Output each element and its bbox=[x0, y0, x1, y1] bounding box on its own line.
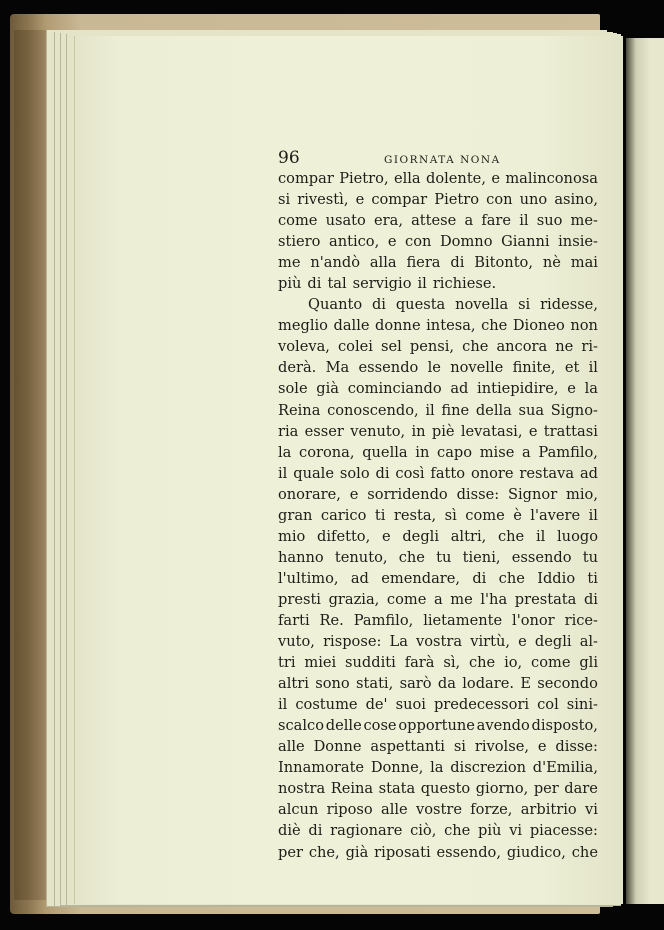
word: era, bbox=[374, 212, 403, 230]
word: servigio bbox=[352, 275, 412, 293]
word: il bbox=[519, 212, 529, 230]
word: e bbox=[355, 191, 365, 209]
word: si bbox=[278, 191, 291, 209]
word: che bbox=[468, 654, 496, 672]
word: gli bbox=[579, 654, 598, 672]
text-line bbox=[278, 610, 598, 631]
word: il bbox=[417, 275, 427, 293]
word: E bbox=[520, 675, 531, 693]
word: tal bbox=[327, 275, 347, 293]
word: degli bbox=[402, 527, 439, 545]
word: e bbox=[381, 527, 391, 545]
word: che, bbox=[308, 843, 340, 861]
word: altri bbox=[278, 675, 309, 693]
text-line bbox=[278, 505, 598, 526]
text-line bbox=[278, 652, 598, 673]
text-line bbox=[278, 589, 598, 610]
word: sarò bbox=[399, 675, 432, 693]
word: lietamente bbox=[423, 611, 503, 629]
word: d'Emilia, bbox=[532, 759, 598, 777]
word: Pamfilo, bbox=[538, 443, 598, 461]
word: tu bbox=[436, 548, 452, 566]
word: delle bbox=[325, 717, 362, 735]
word: nostra bbox=[278, 780, 326, 798]
word: n'andò bbox=[310, 254, 360, 272]
word: scalco bbox=[278, 717, 324, 735]
word: di bbox=[307, 275, 322, 293]
word: Donne, bbox=[370, 759, 424, 777]
word: a bbox=[464, 212, 474, 230]
word: onorare, bbox=[278, 485, 341, 503]
word: La bbox=[389, 633, 408, 651]
word: Reina bbox=[330, 780, 374, 798]
word: richiese. bbox=[432, 275, 497, 293]
word: resta, bbox=[393, 506, 437, 524]
word: trattasi bbox=[543, 422, 598, 440]
text-line bbox=[278, 736, 598, 757]
word: ri- bbox=[581, 338, 598, 356]
text-line bbox=[278, 273, 598, 294]
word: virtù, bbox=[470, 633, 511, 651]
word: derà. bbox=[278, 359, 317, 377]
word: che bbox=[498, 569, 525, 587]
word: sel bbox=[381, 338, 402, 356]
text-line bbox=[278, 357, 598, 378]
word: malinconosa bbox=[505, 170, 598, 187]
word: discrezion bbox=[450, 759, 527, 777]
word: mio bbox=[278, 527, 306, 545]
word: che bbox=[571, 843, 598, 861]
word: Iddio bbox=[537, 569, 576, 587]
word: pensi, bbox=[409, 338, 455, 356]
word: questa bbox=[395, 296, 446, 314]
word: capo bbox=[437, 443, 473, 461]
word: uno bbox=[519, 191, 548, 209]
word: ti bbox=[374, 506, 386, 524]
word: Ma bbox=[325, 359, 350, 377]
word: come bbox=[278, 212, 318, 230]
word: Pietro bbox=[434, 191, 480, 209]
word: di bbox=[375, 464, 390, 482]
word: compar bbox=[371, 191, 428, 209]
word: è bbox=[513, 506, 522, 524]
word: essendo, bbox=[436, 843, 501, 861]
word: compar bbox=[278, 170, 334, 187]
word: luogo bbox=[557, 527, 598, 545]
word: già bbox=[316, 380, 339, 398]
word: suo bbox=[536, 212, 563, 230]
word: novella bbox=[455, 296, 509, 314]
word: quella bbox=[362, 443, 408, 461]
text-line bbox=[278, 484, 598, 505]
word: stata bbox=[378, 780, 416, 798]
running-title: GIORNATA NONA bbox=[384, 154, 501, 166]
word: ne bbox=[555, 338, 574, 356]
word: ad bbox=[579, 464, 598, 482]
word: Innamorate bbox=[278, 759, 365, 777]
word: ad bbox=[350, 569, 369, 587]
text-line bbox=[278, 168, 598, 189]
word: l'avere bbox=[530, 506, 581, 524]
word: tieni, bbox=[462, 548, 501, 566]
word: il bbox=[588, 506, 598, 524]
word: già bbox=[345, 843, 369, 861]
word: tenuto, bbox=[334, 548, 388, 566]
text-line bbox=[278, 547, 598, 568]
word: disse: bbox=[456, 485, 500, 503]
word: alla bbox=[369, 254, 397, 272]
word: cominciando bbox=[347, 380, 442, 398]
word: e bbox=[528, 422, 538, 440]
word: rice- bbox=[564, 611, 598, 629]
word: come bbox=[465, 506, 505, 524]
word: alle bbox=[278, 738, 305, 756]
text-line bbox=[278, 400, 598, 421]
word: conoscendo, bbox=[327, 401, 419, 419]
word: sua bbox=[518, 401, 545, 419]
word: fiera bbox=[406, 254, 441, 272]
word: per bbox=[533, 780, 559, 798]
word: tu bbox=[582, 548, 598, 566]
word: forze, bbox=[470, 801, 513, 819]
word: sì, bbox=[443, 654, 461, 672]
word: in bbox=[415, 443, 430, 461]
word: come bbox=[531, 654, 571, 672]
word: quale bbox=[293, 464, 334, 482]
word: rivestì, bbox=[297, 191, 349, 209]
word: della bbox=[475, 401, 512, 419]
word: finite, bbox=[512, 359, 556, 377]
word: l'ultimo, bbox=[278, 569, 339, 587]
word: Pamfilo, bbox=[353, 611, 414, 629]
word: che bbox=[444, 822, 471, 840]
word: grazia, bbox=[328, 590, 380, 608]
word: si bbox=[518, 296, 531, 314]
word: sì bbox=[444, 506, 457, 524]
word: costume bbox=[295, 696, 358, 714]
word: mai bbox=[570, 254, 598, 272]
word: per bbox=[278, 843, 303, 861]
word: Bitonto, bbox=[474, 254, 533, 272]
word: la bbox=[584, 380, 598, 398]
word: piacesse: bbox=[529, 822, 598, 840]
word: secondo bbox=[537, 675, 598, 693]
text-line bbox=[278, 336, 598, 357]
word: farà bbox=[404, 654, 435, 672]
word: stati, bbox=[356, 675, 394, 693]
word: venuto, bbox=[350, 422, 406, 440]
word: vostra bbox=[416, 633, 463, 651]
word: si bbox=[453, 738, 466, 756]
text-line bbox=[278, 463, 598, 484]
word: de' bbox=[365, 696, 388, 714]
word: disposto, bbox=[531, 717, 598, 735]
word: di bbox=[472, 569, 487, 587]
word: in bbox=[411, 422, 426, 440]
word: miei bbox=[304, 654, 337, 672]
word: e bbox=[387, 233, 397, 251]
word: Reina bbox=[278, 401, 321, 419]
word: ad bbox=[450, 380, 469, 398]
word: a bbox=[433, 590, 443, 608]
word: farti bbox=[278, 611, 310, 629]
word: rispose: bbox=[323, 633, 382, 651]
text-line bbox=[278, 189, 598, 210]
word: me bbox=[450, 590, 473, 608]
word: cose bbox=[363, 717, 397, 735]
word: ella bbox=[393, 170, 421, 187]
word: altri, bbox=[450, 527, 487, 545]
word: attese bbox=[411, 212, 457, 230]
word: più bbox=[278, 275, 302, 293]
word: me bbox=[278, 254, 301, 272]
word: gran bbox=[278, 506, 313, 524]
word: vostre bbox=[415, 801, 462, 819]
text-line bbox=[278, 631, 598, 652]
word: voleva, bbox=[278, 338, 330, 356]
text-line bbox=[278, 820, 598, 841]
word: mio, bbox=[566, 485, 598, 503]
word: fare bbox=[481, 212, 512, 230]
text-line bbox=[278, 799, 598, 820]
word: restava bbox=[519, 464, 575, 482]
word: Signo- bbox=[550, 401, 598, 419]
word: sole bbox=[278, 380, 308, 398]
word: levatasi, bbox=[460, 422, 523, 440]
word: ciò, bbox=[410, 822, 437, 840]
word: novelle bbox=[450, 359, 504, 377]
word: diè bbox=[278, 822, 301, 840]
word: che bbox=[481, 317, 508, 335]
word: avendo bbox=[476, 717, 530, 735]
word: Gianni bbox=[501, 233, 550, 251]
word: donne bbox=[375, 317, 421, 335]
word: da bbox=[437, 675, 456, 693]
word: stiero bbox=[278, 233, 321, 251]
word: aspettanti bbox=[370, 738, 445, 756]
text-line bbox=[278, 673, 598, 694]
word: Quanto bbox=[308, 296, 363, 314]
word: il bbox=[278, 464, 288, 482]
word: giudico, bbox=[506, 843, 566, 861]
word: fatto bbox=[430, 464, 466, 482]
word: come bbox=[386, 590, 427, 608]
text-line bbox=[278, 421, 598, 442]
word: dalle bbox=[333, 317, 370, 335]
text-line bbox=[278, 210, 598, 231]
text-line bbox=[278, 378, 598, 399]
word: disse: bbox=[555, 738, 598, 756]
word: riposo bbox=[326, 801, 373, 819]
word: Domno bbox=[439, 233, 493, 251]
word: vi bbox=[585, 801, 598, 819]
page-text bbox=[278, 148, 598, 863]
word: prestata bbox=[514, 590, 577, 608]
book-page-right bbox=[626, 38, 664, 904]
word: la bbox=[278, 443, 292, 461]
word: rivolse, bbox=[474, 738, 529, 756]
word: ancora bbox=[496, 338, 548, 356]
word: meglio bbox=[278, 317, 328, 335]
word: sorridendo bbox=[367, 485, 448, 503]
word: ria bbox=[278, 422, 299, 440]
word: con bbox=[405, 233, 432, 251]
word: che bbox=[398, 548, 425, 566]
word: di bbox=[583, 590, 598, 608]
word: essendo bbox=[511, 548, 572, 566]
word: la bbox=[430, 759, 444, 777]
word: colei bbox=[338, 338, 373, 356]
word: onore bbox=[470, 464, 514, 482]
word: corona, bbox=[299, 443, 355, 461]
word: Re. bbox=[319, 611, 344, 629]
word: usato bbox=[325, 212, 366, 230]
word: il bbox=[425, 401, 435, 419]
word: nè bbox=[542, 254, 561, 272]
word: suoi bbox=[395, 696, 426, 714]
text-line bbox=[278, 568, 598, 589]
word: vuto, bbox=[278, 633, 315, 651]
word: e bbox=[491, 170, 500, 187]
word: che bbox=[497, 527, 525, 545]
word: il bbox=[588, 359, 598, 377]
word: che bbox=[462, 338, 489, 356]
word: e bbox=[518, 633, 527, 651]
word: io, bbox=[504, 654, 523, 672]
word: e bbox=[537, 738, 547, 756]
word: hanno bbox=[278, 548, 324, 566]
word: intiepidire, bbox=[477, 380, 559, 398]
body-text bbox=[278, 168, 598, 863]
text-line bbox=[278, 252, 598, 273]
word: questo bbox=[420, 780, 471, 798]
text-line bbox=[278, 778, 598, 799]
word: esser bbox=[304, 422, 344, 440]
word: ragionare bbox=[330, 822, 403, 840]
word: intesa, bbox=[426, 317, 476, 335]
text-line bbox=[278, 231, 598, 252]
word: degli bbox=[534, 633, 572, 651]
word: al- bbox=[579, 633, 598, 651]
word: me- bbox=[570, 212, 598, 230]
text-line bbox=[278, 715, 598, 736]
text-line bbox=[278, 694, 598, 715]
word: il bbox=[535, 527, 546, 545]
word: di bbox=[371, 296, 386, 314]
word: così bbox=[395, 464, 425, 482]
word: predecessori bbox=[433, 696, 530, 714]
word: difetto, bbox=[317, 527, 371, 545]
text-line bbox=[278, 526, 598, 547]
word: di bbox=[308, 822, 323, 840]
text-line bbox=[278, 442, 598, 463]
running-head bbox=[278, 148, 598, 168]
word: solo bbox=[339, 464, 370, 482]
word: riposati bbox=[374, 843, 431, 861]
word: l'ha bbox=[480, 590, 508, 608]
word: fine bbox=[441, 401, 470, 419]
word: le bbox=[427, 359, 441, 377]
word: Donne bbox=[313, 738, 362, 756]
word: alle bbox=[381, 801, 408, 819]
word: di bbox=[450, 254, 465, 272]
word: Dioneo bbox=[512, 317, 565, 335]
word: ridesse, bbox=[540, 296, 598, 314]
word: sini- bbox=[566, 696, 598, 714]
word: giorno, bbox=[475, 780, 529, 798]
word: tri bbox=[278, 654, 296, 672]
word: emendare, bbox=[381, 569, 461, 587]
word: alcun bbox=[278, 801, 319, 819]
word: insie- bbox=[558, 233, 598, 251]
word: lodare. bbox=[462, 675, 514, 693]
word: più bbox=[478, 822, 502, 840]
word: col bbox=[537, 696, 559, 714]
word: Signor bbox=[508, 485, 558, 503]
word: presti bbox=[278, 590, 321, 608]
word: et bbox=[564, 359, 580, 377]
page-number: 96 bbox=[278, 148, 300, 168]
word: il bbox=[278, 696, 288, 714]
text-line bbox=[278, 757, 598, 778]
word: mise bbox=[479, 443, 515, 461]
word: e bbox=[349, 485, 359, 503]
word: l'onor bbox=[512, 611, 555, 629]
word: essendo bbox=[358, 359, 419, 377]
word: piè bbox=[431, 422, 455, 440]
word: vi bbox=[509, 822, 523, 840]
word: sono bbox=[315, 675, 350, 693]
word: non bbox=[570, 317, 598, 335]
word: e bbox=[567, 380, 576, 398]
text-line bbox=[278, 842, 598, 863]
word: asino, bbox=[554, 191, 598, 209]
word: sudditi bbox=[345, 654, 396, 672]
text-line bbox=[278, 315, 598, 336]
word: ti bbox=[587, 569, 598, 587]
word: antico, bbox=[329, 233, 380, 251]
word: a bbox=[522, 443, 531, 461]
word: arbitrio bbox=[520, 801, 577, 819]
word: opportune bbox=[398, 717, 475, 735]
word: Pietro, bbox=[339, 170, 389, 187]
word: carico bbox=[320, 506, 367, 524]
word: dolente, bbox=[425, 170, 486, 187]
text-line bbox=[278, 294, 598, 315]
word: con bbox=[486, 191, 513, 209]
word: dare bbox=[564, 780, 598, 798]
